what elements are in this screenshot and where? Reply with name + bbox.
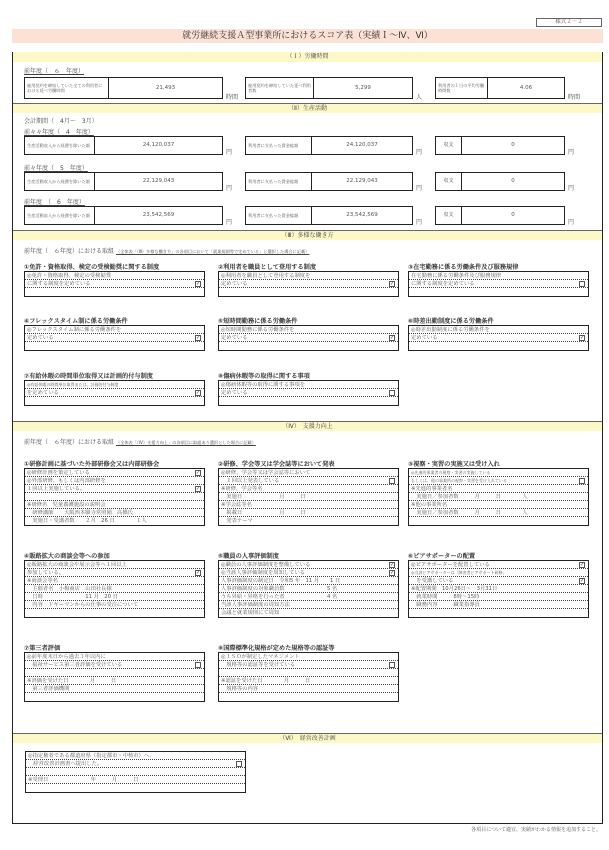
item-row	[219, 272, 398, 280]
production-field-value: 24,120,037	[142, 142, 175, 148]
item-row	[409, 493, 588, 501]
item-row	[25, 493, 204, 501]
support-item-box	[218, 468, 399, 526]
item-row	[219, 469, 398, 477]
item-row	[219, 685, 398, 693]
labor-field-label: 雇用契約を締結していた延べ利用者数	[246, 78, 314, 98]
item-row	[409, 334, 588, 342]
item-row	[219, 501, 398, 509]
checkbox[interactable]: ✓	[196, 281, 201, 287]
labor-field-value: 21,493	[155, 85, 176, 91]
diverse-item-box	[218, 380, 399, 406]
checkbox[interactable]: ✓	[390, 281, 395, 287]
diverse-note: （全体表「（Ⅲ）多様な働き方」の各項目において「就業規則等で定めている」と選択した場合に記載）	[115, 249, 310, 254]
form-number: 様式２－２	[536, 18, 602, 27]
item-row-text: うち昇給・昇格を行った者 4 名	[221, 594, 338, 600]
item-row-text: ◎研修計画を策定している	[27, 470, 90, 476]
item-row	[409, 501, 588, 509]
support-item-title: ①研修計画に基づいた外部研修会又は内部研修会	[24, 461, 160, 468]
production-field-unit: 円	[416, 185, 423, 192]
section-support-header: （Ⅳ） 支援力向上	[13, 421, 602, 431]
diverse-item-box	[24, 271, 205, 297]
item-row-text: 規格等の内容	[221, 686, 259, 692]
production-field-value: 22,129,043	[142, 178, 175, 184]
production-field-unit: 円	[226, 219, 233, 226]
item-row-text: ◎前年度末日から過去３年以内に	[27, 654, 106, 660]
item-row	[219, 669, 398, 677]
improvement-box	[25, 751, 246, 793]
item-row	[25, 577, 204, 585]
item-row	[219, 609, 398, 617]
item-row	[25, 280, 204, 288]
item-row-text: ※研修、学会等名	[221, 486, 263, 492]
checkbox[interactable]	[389, 478, 395, 484]
item-row	[219, 389, 398, 397]
support-note: （全体表「（Ⅳ）支援力向上」の各項目に取組あり選択とした場合に記載）	[115, 440, 256, 445]
item-row-text: ※受理日 年 月 日	[28, 777, 139, 783]
item-row	[26, 768, 245, 776]
production-field-value: 23,542,569	[346, 212, 378, 218]
item-row-text: ◎販路拡大の商談会や展示会等へ１回以上	[27, 562, 127, 568]
production-field	[24, 172, 223, 191]
production-field-unit: 円	[226, 149, 233, 156]
item-row	[409, 342, 588, 350]
item-row	[409, 569, 588, 577]
item-row-text: に関する制度を定めている	[27, 281, 91, 287]
section-labor-header: （Ｉ）労働時間	[13, 52, 602, 62]
item-row-text: ※認証を受けた日 月 日	[221, 678, 311, 684]
checkbox[interactable]: ✓	[196, 470, 201, 476]
production-field-unit: 円	[416, 219, 423, 226]
checkbox[interactable]: ✓	[196, 570, 201, 576]
diverse-item-title: ②利用者を職員として登用する制度	[218, 264, 317, 271]
item-row-text: を受講している	[411, 578, 454, 584]
diverse-item-title: ①免許・資格取得、検定の受検勧奨に関する制度	[24, 264, 160, 271]
item-row-text: 定めている	[221, 281, 248, 287]
item-row	[219, 693, 398, 701]
item-row-text: 実施日・受講者数 ２月 26 日 １人	[27, 518, 147, 524]
item-row-text: 会議と就業規則にて周知	[221, 610, 280, 616]
production-field-value: 0	[511, 212, 515, 218]
production-field-unit: 円	[416, 149, 423, 156]
page-title: 就労継続支援Ａ型事業所におけるスコア表（実績Ｉ～Ⅳ、Ⅵ）	[12, 29, 603, 43]
labor-field-value: 5,299	[355, 85, 371, 91]
item-row-text: ◎ピアサポーターを配置している	[411, 562, 490, 568]
item-row-text: 定めている	[221, 335, 248, 341]
item-row	[409, 593, 588, 601]
diverse-item-title: ④フレックスタイム制に係る労働条件	[24, 318, 128, 325]
item-row-text: ◎職員の人事評価制度を整備している	[221, 562, 311, 568]
item-row-text: ※配置期間 10月26日～ 3月31日	[411, 586, 498, 592]
labor-field-unit: 人	[416, 94, 423, 101]
production-field	[24, 206, 223, 225]
support-item-title: ⑥ピアサポーターの配置	[408, 553, 476, 560]
item-row-text: ※先進的事業者名	[411, 486, 453, 492]
section-production-header: （Ⅱ）生産活動	[13, 103, 602, 113]
item-row	[25, 517, 204, 525]
item-row	[219, 334, 398, 342]
production-field	[245, 136, 413, 155]
item-row-text: ◎フレックスタイム制に係る労働条件を	[27, 327, 122, 333]
item-row-text: ◎ＩＳＯが制定したマネジメント	[221, 654, 300, 660]
item-row-text: ◎時差出勤制度に係る労働条件を	[411, 327, 490, 333]
support-intro-text: 前年度（ ６年度）における取組	[24, 439, 115, 446]
production-field-label: 生産活動収入から経費を除いた額	[25, 207, 95, 224]
item-row	[219, 569, 398, 577]
item-row	[409, 469, 588, 477]
item-row	[25, 601, 204, 609]
footer-note: 各項目について適宜、実績がわかる情報を追加すること。	[471, 827, 601, 833]
diverse-item-title: ③在宅勤務に係る労働条件及び服務規律	[408, 264, 519, 271]
item-row-text: 実施日 月 日	[221, 494, 306, 500]
item-row-text: 第三者評価機関	[27, 686, 70, 692]
item-row	[25, 326, 204, 334]
item-row-text: 実施日／参加者数 月 日 人	[411, 510, 528, 516]
item-row-text: ◎短時間勤務に係る労働条件を	[221, 327, 295, 333]
item-row	[25, 477, 204, 485]
diverse-item-box	[24, 380, 205, 406]
item-row	[219, 397, 398, 405]
production-field-label: 利用者に支払った賃金総額	[246, 173, 312, 190]
item-row	[409, 485, 588, 493]
diverse-item-title: ⑧傷病休暇等の取得に関する事項	[218, 373, 310, 380]
item-row-text: 人事評価制度の制定日 令和5 年 11 月 1 日	[221, 578, 341, 584]
diverse-item-title: ⑥時差出勤制度に係る労働条件	[408, 318, 494, 325]
item-row	[26, 784, 245, 792]
production-field	[435, 172, 565, 191]
item-row-text: 規格等の認証等を受けている	[221, 662, 296, 668]
item-row	[25, 693, 204, 701]
support-item-box	[24, 652, 205, 702]
production-field-label: 生産活動収入から経費を除いた額	[25, 173, 95, 190]
support-item-title: ⑧国際標準化規格が定めた規格等の認証等	[218, 645, 335, 652]
item-row	[25, 593, 204, 601]
production-field	[24, 136, 223, 155]
production-field	[435, 136, 565, 155]
item-row-text: 内容 ドギーマンからの仕事の受注について	[27, 602, 139, 608]
item-row-text: １回以上実施している。	[27, 486, 86, 492]
labor-field	[435, 77, 565, 99]
production-field-label: 収支	[436, 173, 462, 190]
production-field-unit: 円	[568, 185, 575, 192]
item-row	[26, 760, 245, 768]
item-row	[25, 501, 204, 509]
item-row	[25, 561, 204, 569]
labor-field-unit: 時間	[568, 94, 581, 101]
item-row-text: ◎指定権者である都道府県（指定都市・中核市）へ、	[28, 753, 155, 759]
item-row-text: 経営改善計画書へ提出した。	[28, 761, 103, 767]
checkbox[interactable]: ✓	[390, 570, 395, 576]
item-row	[409, 577, 588, 585]
diverse-item-title: ⑤短時間勤務に係る労働条件	[218, 318, 298, 325]
item-row	[409, 585, 588, 593]
support-item-box	[408, 468, 589, 526]
item-row	[219, 288, 398, 296]
diverse-item-title: ⑦有給休暇の時間単位取得又は計画的付与制度	[24, 373, 153, 380]
item-row	[25, 397, 204, 405]
production-field-label: 収支	[436, 137, 462, 154]
item-row-text: 主催者名 小梅商店 山田社長様	[27, 586, 112, 592]
item-row-text: ◎研修、学会等又は学会誌等において	[221, 470, 311, 476]
section-improvement-header: （Ⅵ） 経営改善計画	[13, 733, 602, 743]
item-row	[219, 342, 398, 350]
item-row	[25, 469, 204, 477]
item-row	[409, 288, 588, 296]
item-row-text: 掲載日 月 日	[221, 510, 306, 516]
checkbox[interactable]: ✓	[196, 390, 201, 396]
item-row-text: ◎外部研修、もしくは内部研修を	[27, 478, 106, 484]
production-field-unit: 円	[568, 219, 575, 226]
item-row	[409, 280, 588, 288]
labor-field-label: 雇用契約を締結していた全ての利用者における延べ労働時間	[25, 78, 109, 98]
diverse-intro-text: 前年度（ ６年度）における取組	[24, 248, 115, 255]
item-row-text: を定めている	[27, 390, 59, 396]
production-year-label: 前々々年度（ 4 年度）	[24, 129, 94, 136]
item-row-text: 職務内容 職業指導員	[411, 602, 480, 608]
item-row	[219, 677, 398, 685]
item-row	[219, 585, 398, 593]
support-item-box	[408, 560, 589, 618]
labor-field-label: 利用者の１日の平均労働時間数	[436, 78, 488, 98]
production-field-value: 0	[511, 142, 515, 148]
checkbox[interactable]	[236, 761, 242, 767]
item-row	[219, 485, 398, 493]
production-field	[245, 172, 413, 191]
item-row-text: 当該人事評価制度の周知方法	[221, 602, 290, 608]
item-row-text: 福祉サービス第三者評価を受けている	[27, 662, 123, 668]
item-row	[25, 685, 204, 693]
item-row-text: ◎当該人事評価制度を周知している	[221, 570, 306, 576]
production-field	[435, 206, 565, 225]
checkbox[interactable]	[579, 281, 585, 287]
production-field-label: 利用者に支払った賃金総額	[246, 137, 312, 154]
labor-field	[245, 77, 413, 99]
item-row-text: ◎先進的事業者の視察・実習の実施している	[411, 470, 491, 475]
item-row	[219, 477, 398, 485]
production-year-label: 前々年度（ 5 年度）	[24, 165, 88, 172]
diverse-item-box	[24, 325, 205, 351]
item-row-text: ※商談会等名	[27, 578, 58, 584]
item-row	[219, 381, 398, 389]
section-diverse-header: （Ⅲ）多様な働き方	[13, 230, 602, 240]
support-item-box	[24, 468, 205, 526]
production-field-unit: 円	[226, 185, 233, 192]
labor-year-label: 前年度（ ６ 年度）	[24, 68, 85, 75]
checkbox[interactable]: ✓	[580, 335, 585, 341]
item-row	[219, 577, 398, 585]
item-row-text: もしくは、他の事業所の視察・実習を受け入れている	[411, 478, 507, 483]
support-item-box	[218, 560, 399, 618]
production-field-label: 収支	[436, 207, 462, 224]
production-year-label: 前年度 （ 6 年度）	[24, 199, 85, 206]
item-row-text: ◎有給休暇の時間単位取得または、計画的付与制度	[27, 382, 119, 387]
support-item-title: ②研修、学会等又は学会誌等において発表	[218, 461, 335, 468]
checkbox[interactable]: ✓	[580, 578, 585, 584]
diverse-item-box	[218, 325, 399, 351]
item-row	[25, 342, 204, 350]
item-row-text: ※学会誌等名	[221, 502, 252, 508]
checkbox[interactable]	[195, 662, 201, 668]
item-row	[25, 381, 204, 389]
support-item-title: ③視察・実習の実施又は受け入れ	[408, 461, 500, 468]
item-row	[26, 776, 245, 784]
production-field-label: 生産活動収入から経費を除いた額	[25, 137, 95, 154]
support-item-box	[24, 560, 205, 618]
support-item-title: ⑦第三者評価	[24, 645, 61, 652]
labor-field	[24, 77, 223, 99]
item-row-text: 人事評価制度の対象職員数 5 名	[221, 586, 338, 592]
checkbox[interactable]: ✓	[196, 486, 201, 492]
item-row-text: ◎利用者を職員として登用する制度を	[221, 273, 311, 279]
production-field	[245, 206, 413, 225]
diverse-intro	[24, 246, 309, 255]
item-row-text: １回以上発表している	[221, 478, 280, 484]
labor-field-value: 4.06	[519, 85, 533, 91]
item-row	[25, 485, 204, 493]
item-row	[25, 334, 204, 342]
checkbox[interactable]: ✓	[390, 335, 395, 341]
item-row	[25, 585, 204, 593]
item-row	[219, 493, 398, 501]
item-row	[25, 389, 204, 397]
production-field-value: 23,542,569	[142, 212, 175, 218]
diverse-item-box	[408, 271, 589, 297]
item-row	[219, 601, 398, 609]
item-row-text: 発表テーマ	[221, 518, 253, 524]
item-row	[25, 288, 204, 296]
item-row-text: 研修講師 大阪西本願寺常照園 高橋氏	[27, 510, 133, 516]
diverse-item-box	[218, 271, 399, 297]
checkbox[interactable]: ✓	[390, 562, 395, 568]
item-row-text: ※研修名 児童養護施設の説明会	[27, 502, 106, 508]
labor-field-unit: 時間	[226, 94, 239, 101]
item-row	[219, 517, 398, 525]
item-row	[409, 517, 588, 525]
item-row	[409, 601, 588, 609]
production-field-value: 0	[511, 178, 515, 184]
item-row	[409, 609, 588, 617]
production-period: 会計期間（ 4月～ 3月）	[24, 118, 98, 125]
item-row-text: 定めている	[221, 390, 248, 396]
checkbox[interactable]: ✓	[580, 562, 585, 568]
item-row-text: ◎免許・資格取得、検定の受検勧奨	[27, 273, 112, 279]
item-row-text: に関する制度を定めている	[411, 281, 475, 287]
checkbox[interactable]	[579, 478, 585, 484]
item-row	[219, 509, 398, 517]
item-row	[25, 609, 204, 617]
item-row-text: ◎傷病休暇等の取得に関する事項を	[221, 382, 306, 388]
support-intro	[24, 437, 256, 446]
item-row	[219, 653, 398, 661]
item-row-text: ※評価を受けた日 月 日	[27, 678, 117, 684]
item-row	[25, 569, 204, 577]
item-row	[219, 593, 398, 601]
item-row-text: 日時 11 月 20 日	[27, 594, 119, 600]
item-row	[219, 661, 398, 669]
item-row-text: 参加している。	[27, 570, 65, 576]
checkbox[interactable]	[389, 662, 395, 668]
item-row-text: 定めている	[27, 335, 54, 341]
item-row	[25, 272, 204, 280]
item-row-text: 定めている	[411, 335, 438, 341]
production-field-value: 24,120,037	[346, 142, 378, 148]
support-item-box	[218, 652, 399, 702]
item-row-text: ◎当該ピアサポーターは「障害者ピアサポート研修」	[411, 570, 507, 575]
item-row-text: 在宅勤務に係る労働条件及び服務規律	[411, 273, 502, 279]
item-row	[409, 477, 588, 485]
item-row	[25, 509, 204, 517]
item-row	[25, 677, 204, 685]
item-row	[219, 561, 398, 569]
diverse-item-box	[408, 325, 589, 351]
item-row	[25, 653, 204, 661]
production-field-unit: 円	[568, 149, 575, 156]
item-row	[25, 661, 204, 669]
item-row	[409, 272, 588, 280]
item-row	[26, 752, 245, 760]
support-item-title: ④販路拡大の商談会等への参加	[24, 553, 110, 560]
item-row	[219, 326, 398, 334]
production-field-value: 22,129,043	[346, 178, 378, 184]
item-row-text: ※他の事業所名	[411, 502, 448, 508]
item-row-text: 就業時間 8時～15時	[411, 594, 480, 600]
item-row	[409, 509, 588, 517]
item-row-text: 実施日／参加者数 月 日 人	[411, 494, 528, 500]
item-row	[219, 280, 398, 288]
checkbox[interactable]: ✓	[196, 335, 201, 341]
checkbox[interactable]	[389, 390, 395, 396]
item-row	[409, 326, 588, 334]
support-item-title: ⑤職員の人事評価制度	[218, 553, 279, 560]
production-field-label: 利用者に支払った賃金総額	[246, 207, 312, 224]
item-row	[409, 561, 588, 569]
item-row	[25, 669, 204, 677]
